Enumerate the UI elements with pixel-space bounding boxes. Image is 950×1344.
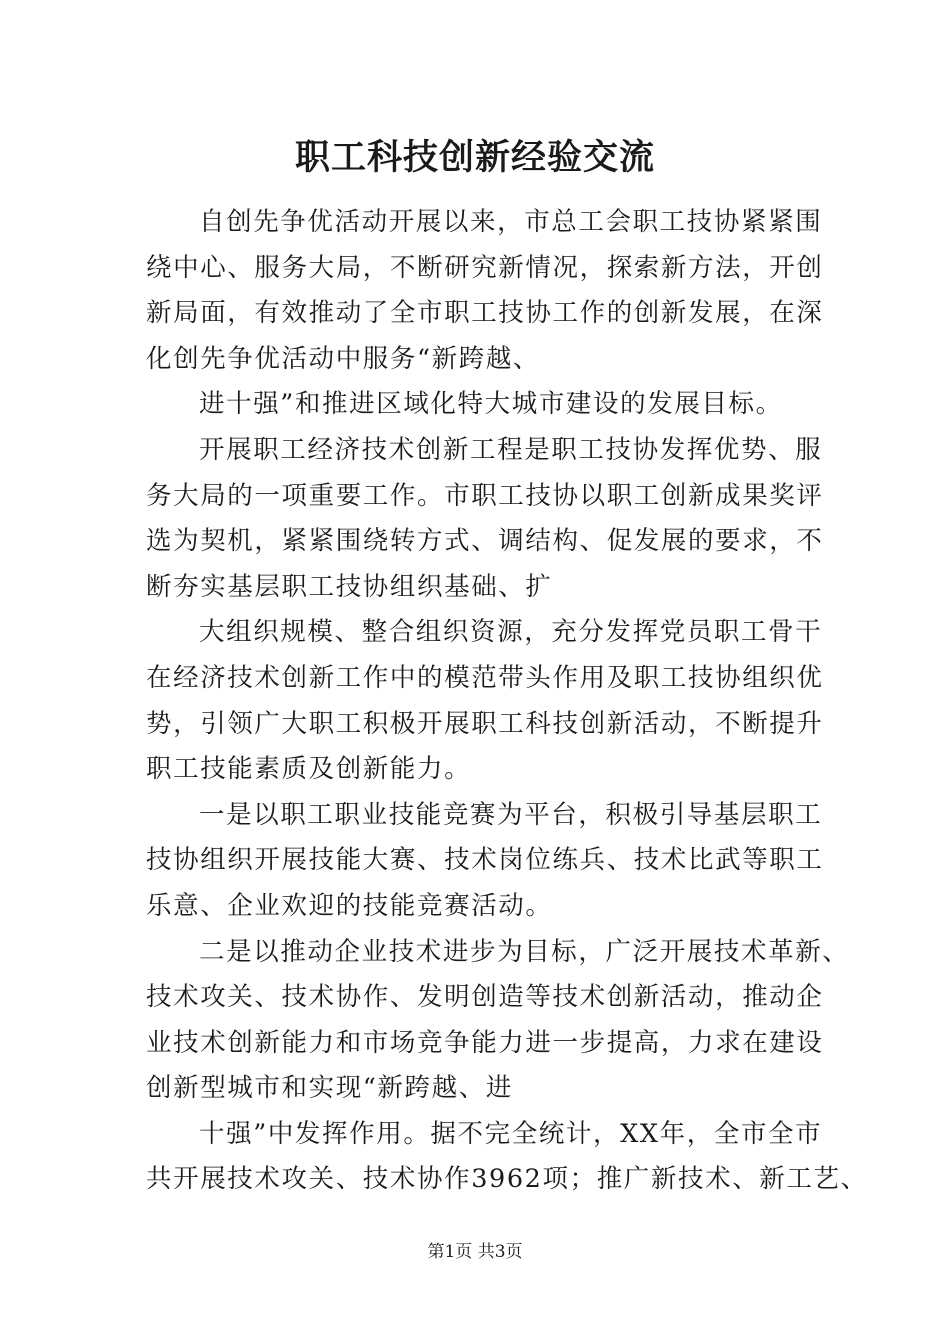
body-text-line: 乐意、企业欢迎的技能竞赛活动。 bbox=[146, 890, 553, 921]
document-title: 职工科技创新经验交流 bbox=[294, 137, 655, 178]
body-text-line: 二是以推动企业技术进步为目标，广泛开展技术革新、 bbox=[199, 936, 850, 967]
body-text-line: 自创先争优活动开展以来，市总工会职工技协紧紧围 bbox=[199, 207, 823, 237]
body-text-line: 新局面，有效推动了全市职工技协工作的创新发展，在深 bbox=[146, 298, 824, 329]
body-text-line: 在经济技术创新工作中的模范带头作用及职工技协组织优 bbox=[146, 662, 824, 693]
body-text-line: 职工技能素质及创新能力。 bbox=[146, 754, 472, 785]
body-text-line: 开展职工经济技术创新工程是职工技协发挥优势、服 bbox=[199, 434, 823, 465]
body-text-line: 共开展技术攻关、技术协作3962项；推广新技术、新工艺、 bbox=[146, 1164, 868, 1195]
document-body bbox=[146, 200, 868, 1203]
body-text-line: 一是以职工职业技能竞赛为平台，积极引导基层职工 bbox=[199, 799, 823, 830]
body-text-line: 断夯实基层职工技协组织基础、扩 bbox=[146, 571, 553, 602]
page-footer: 第1页 共3页 bbox=[427, 1242, 523, 1262]
body-text-line: 创新型城市和实现“新跨越、进 bbox=[146, 1073, 513, 1104]
body-text-line: 进十强”和推进区域化特大城市建设的发展目标。 bbox=[199, 389, 783, 420]
body-text-line: 技术攻关、技术协作、发明创造等技术创新活动，推动企 bbox=[146, 982, 824, 1013]
body-text-line: 务大局的一项重要工作。市职工技协以职工创新成果奖评 bbox=[146, 480, 824, 511]
body-text-line: 绕中心、服务大局，不断研究新情况，探索新方法，开创 bbox=[146, 252, 824, 283]
body-text-line: 化创先争优活动中服务“新跨越、 bbox=[146, 343, 541, 374]
body-text-line: 大组织规模、整合组织资源，充分发挥党员职工骨干 bbox=[199, 617, 823, 648]
body-text-line: 十强”中发挥作用。据不完全统计，XX年，全市全市 bbox=[199, 1118, 823, 1149]
body-text-line: 业技术创新能力和市场竞争能力进一步提高，力求在建设 bbox=[146, 1027, 824, 1058]
body-text-line: 势，引领广大职工积极开展职工科技创新活动，不断提升 bbox=[146, 708, 824, 739]
body-text-line: 选为契机，紧紧围绕转方式、调结构、促发展的要求，不 bbox=[146, 526, 824, 557]
body-text-line: 技协组织开展技能大赛、技术岗位练兵、技术比武等职工 bbox=[146, 845, 824, 876]
